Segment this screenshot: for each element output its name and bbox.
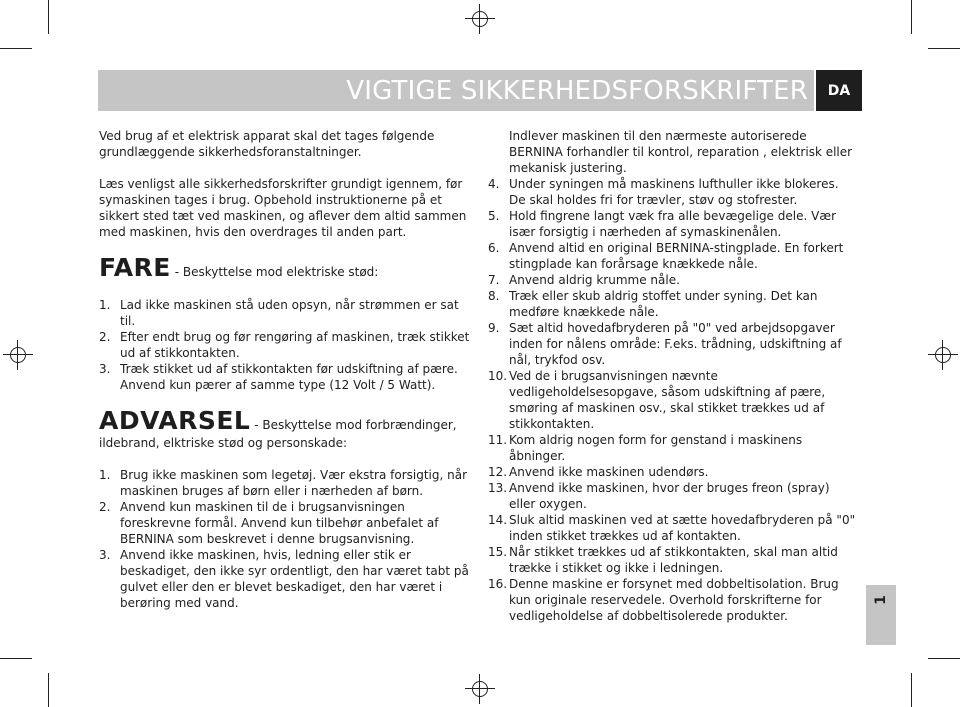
list-item: 1. Lad ikke maskinen stå uden opsyn, når strømmen er sat til. [99, 298, 459, 328]
fare-subtitle: - Beskyttelse mod elektriske stød: [174, 265, 379, 279]
crop-mark [928, 658, 960, 659]
list-item: 11. Kom aldrig nogen form for genstand i maskinens åbninger. [488, 433, 803, 463]
instructions-paragraph: Læs venligst alle sikkerhedsforskrifter grundigt igennem, før symaskinen tages i brug. Opbehold instruktionerne på et sikkert sted tæt ved maskinen, og aflever dem altid sammen med maskinen, hvis den overdrages til anden part. [99, 177, 467, 239]
list-item: 7. Anvend aldrig krumme nåle. [488, 273, 680, 287]
crop-mark [48, 0, 49, 34]
list-item: 9. Sæt altid hovedafbryderen på "0" ved arbejdsopgaver inden for nålens område: F.eks. trådning, udskiftning af nål, trykfod osv. [488, 321, 842, 367]
list-item: 3. Anvend ikke maskinen, hvis, ledning eller stik er beskadiget, den ikke syr ordentligt, den har været tabt på gulvet eller den er blevet beskadiget, den har været i berøring med vand. [99, 548, 469, 610]
crop-mark [0, 48, 32, 49]
list-item: 4. Under syningen må maskinens lufthuller ikke blokeres. De skal holdes fri for trævler, støv og stofrester. [488, 177, 839, 207]
registration-mark-right [928, 340, 958, 370]
page-title: VIGTIGE SIKKERHEDSFORSKRIFTER [346, 76, 808, 106]
list-item: 13. Anvend ikke maskinen, hvor der bruges freon (spray) eller oxygen. [488, 481, 830, 511]
intro-paragraph: Ved brug af et elektrisk apparat skal det tages følgende grundlæggende sikkerhedsforanstaltninger. [99, 129, 435, 159]
list-item: 5. Hold fingrene langt væk fra alle bevægelige dele. Vær især forsigtig i nærheden af symaskinenålen. [488, 209, 837, 239]
list-item: 2. Efter endt brug og før rengøring af maskinen, træk stikket ud af stikkontakten. [99, 330, 470, 360]
list-item: 8. Træk eller skub aldrig stoffet under syning. Det kan medføre knækkede nåle. [488, 289, 818, 319]
chapter-number: 1 [873, 595, 889, 605]
crop-mark [928, 48, 960, 49]
list-item: 6. Anvend altid en original BERNINA-stingplade. En forkert stingplade kan forårsage knækkede nåle. [488, 241, 844, 271]
list-item: 14. Sluk altid maskinen ved at sætte hovedafbryderen på "0" inden stikket trækkes ud af kontakten. [488, 513, 856, 543]
advarsel-word: ADVARSEL [99, 406, 251, 435]
crop-mark [48, 673, 49, 707]
registration-mark-top [465, 4, 495, 34]
left-column [99, 128, 474, 611]
chapter-tab [866, 585, 896, 645]
list-item: 1. Brug ikke maskinen som legetøj. Vær ekstra forsigtig, når maskinen bruges af børn eller i nærheden af børn. [99, 468, 468, 498]
list-item: 15. Når stikket trækkes ud af stikkontakten, skal man altid trække i stikket og ikke i ledningen. [488, 545, 838, 575]
list-item-continuation: Indlever maskinen til den nærmeste autoriserede BERNINA forhandler til kontrol, reparation , elektrisk eller mekanisk justering. [509, 129, 853, 175]
list-item: 2. Anvend kun maskinen til de i brugsanvisningen foreskrevne formål. Anvend kun tilbehør anbefalet af BERNINA som beskrevet i denne brugsanvisning. [99, 500, 439, 546]
fare-heading [99, 254, 474, 286]
list-item: 12. Anvend ikke maskinen udendørs. [488, 465, 709, 479]
crop-mark [0, 658, 32, 659]
fare-word: FARE [99, 253, 171, 282]
registration-mark-bottom [465, 674, 495, 704]
list-item: 3. Træk stikket ud af stikkontakten før udskiftning af pære. Anvend kun pærer af samme type (12 Volt / 5 Watt). [99, 362, 458, 392]
advarsel-heading [99, 407, 474, 451]
right-column [488, 128, 856, 624]
fare-list [99, 297, 474, 393]
crop-mark [911, 673, 912, 707]
crop-mark [911, 0, 912, 34]
advarsel-list [99, 467, 474, 611]
list-item: 16. Denne maskine er forsynet med dobbeltisolation. Brug kun originale reservedele. Overhold forskrifterne for vedligeholdelse af dobbeltisolerede produkter. [488, 577, 839, 623]
registration-mark-left [3, 340, 33, 370]
advarsel-subtitle: - Beskyttelse mod forbrændinger, ildebrand, elktriske stød og personskade: [99, 418, 457, 450]
list-item: 10. Ved de i brugsanvisningen nævnte vedligeholdelsesopgave, såsom udskiftning af pære, smøring af maskinen osv., skal stikket trækkes ud af stikkontakten. [488, 369, 826, 431]
title-bar [98, 70, 814, 111]
safety-list-continued [488, 128, 856, 624]
language-badge: DA [816, 70, 862, 111]
